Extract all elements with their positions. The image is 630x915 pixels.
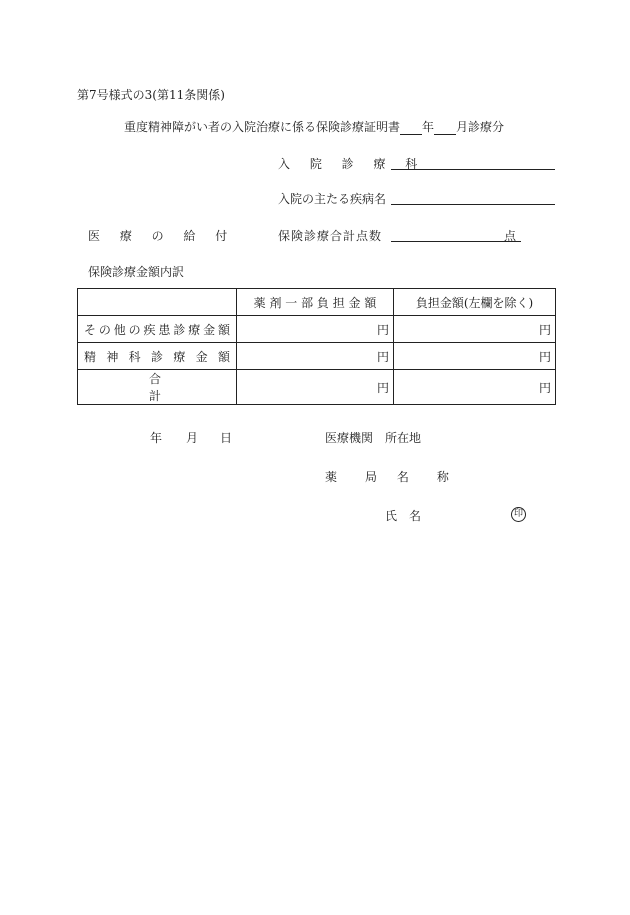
seal-icon: 印 [511, 507, 526, 522]
breakdown-table [77, 288, 556, 405]
certificate-title [124, 118, 504, 135]
institution-address-label: 医療機関 所在地 [325, 431, 422, 445]
title-month-suffix: 月診療分 [456, 120, 505, 134]
main-disease-label: 入院の主たる疾病名 [278, 192, 387, 206]
date-year: 年 [150, 431, 163, 445]
month-blank[interactable] [434, 120, 456, 135]
amount-cell[interactable]: 円 [394, 316, 556, 343]
person-name-label: 氏 名 [385, 509, 422, 523]
table-header-row [78, 289, 556, 316]
department-field[interactable] [391, 155, 555, 170]
title-main: 重度精神障がい者の入院治療に係る保険診療証明書 [124, 120, 401, 134]
total-points-field[interactable] [391, 227, 521, 242]
form-number: 第7号様式の3(第11条関係) [77, 88, 225, 102]
main-disease-field[interactable] [391, 190, 555, 205]
header-blank-cell [78, 289, 237, 316]
pharmacy-name-label: 薬 局 名 称 [325, 470, 457, 484]
total-points-label: 保険診療合計点数 [278, 229, 383, 243]
row-label-psychiatric: 精 神 科 診 療 金 額 [78, 343, 237, 370]
row-label-total: 合 計 [78, 370, 237, 405]
department-label: 入 院 診 療 科 [278, 157, 426, 171]
header-burden-amount: 負担金額(左欄を除く) [394, 289, 556, 316]
seal-mark [511, 505, 526, 522]
title-year-suffix: 年 [422, 120, 435, 134]
table-row [78, 343, 556, 370]
date-month: 月 [186, 431, 199, 445]
amount-cell[interactable]: 円 [237, 343, 394, 370]
breakdown-caption: 保険診療金額内訳 [88, 265, 185, 279]
table-row [78, 370, 556, 405]
amount-cell[interactable]: 円 [237, 370, 394, 405]
amount-cell[interactable]: 円 [237, 316, 394, 343]
table-row [78, 316, 556, 343]
header-drug-copay: 薬 剤 一 部 負 担 金 額 [237, 289, 394, 316]
amount-cell[interactable]: 円 [394, 343, 556, 370]
amount-cell[interactable]: 円 [394, 370, 556, 405]
points-unit: 点 [503, 229, 516, 243]
date-day: 日 [220, 431, 233, 445]
row-label-other-diseases: その他の疾患診療金額 [78, 316, 237, 343]
year-blank[interactable] [400, 120, 422, 135]
benefit-label: 医 療 の 給 付 [88, 229, 236, 243]
